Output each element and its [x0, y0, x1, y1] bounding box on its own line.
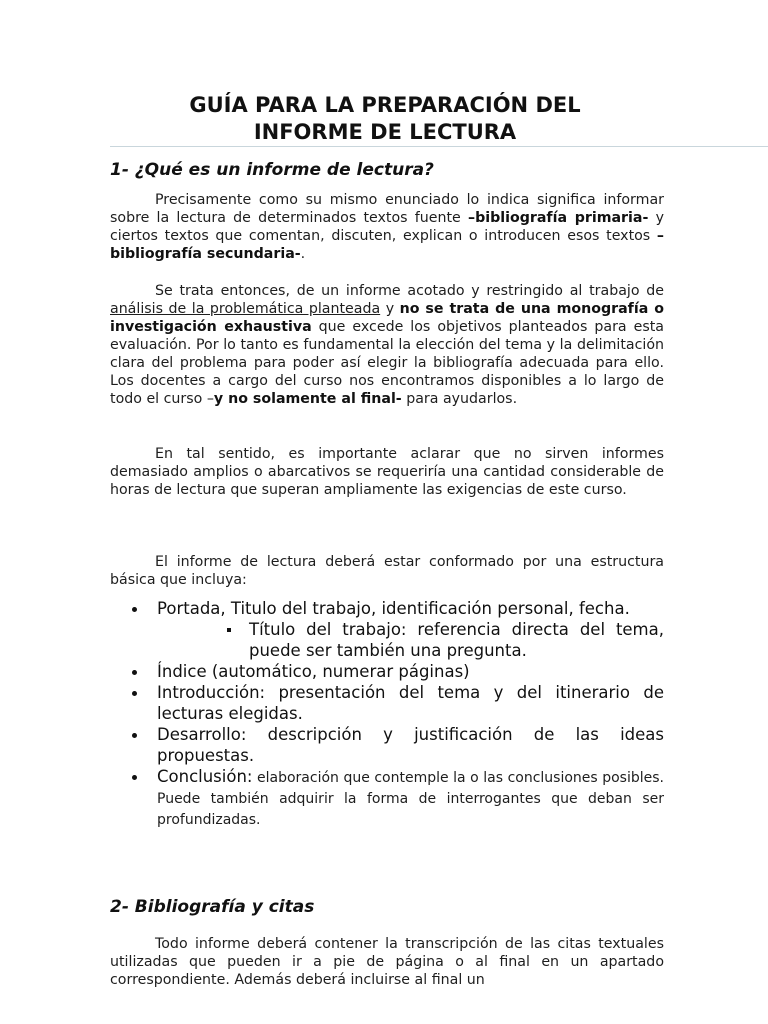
p1-text-c: y ciertos textos que comentan, discuten, explican o introducen esos textos [110, 210, 665, 244]
p2-text-d: que excede los objetivos planteados para esta evaluación. Por lo tanto es fundamental la elección del tema y la delimitación clara del problema para poder así elegir la bibliografía adecuada para ello. Los docentes a cargo del curso nos encontramos disponibles a lo largo de todo el curso – [110, 319, 664, 407]
p1-bold-primary: –bibliografía primaria- [467, 210, 649, 226]
list-item [110, 724, 664, 766]
bullet-icon [132, 670, 137, 675]
p2-text-b: y [380, 301, 400, 317]
list-item-text: Índice (automático, numerar páginas) [157, 662, 470, 681]
p1-text-e: . [300, 246, 306, 262]
list-item [110, 682, 664, 724]
list-item [110, 766, 664, 829]
paragraph-1 [110, 191, 664, 263]
bullet-icon [132, 607, 137, 612]
bullet-icon [132, 733, 137, 738]
bullet-icon [132, 775, 137, 780]
list-subitem-text: Título del trabajo: referencia directa del tema, puede ser también una pregunta. [249, 620, 664, 660]
title-line-2: INFORME DE LECTURA [253, 120, 517, 144]
square-bullet-icon [227, 628, 231, 632]
header-divider [110, 146, 768, 147]
paragraph-5: Todo informe deberá contener la transcripción de las citas textuales utilizadas que pueden ir a pie de página o al final en un apartado correspondiente. Además deberá incluirse al final un [110, 936, 664, 988]
list-item-text: Portada, Titulo del trabajo, identificación personal, fecha. [157, 599, 630, 618]
paragraph-3: En tal sentido, es importante aclarar que no sirven informes demasiado amplios o abarcativos se requeriría una cantidad considerable de horas de lectura que superan ampliamente las exigencias de este curso. [110, 446, 664, 498]
p2-bold-monografia: no se trata de una monografía o investigación exhaustiva [110, 301, 664, 335]
list-item-text: Introducción: presentación del tema y del itinerario de lecturas elegidas. [157, 683, 664, 723]
p1-text-a: Precisamente como su mismo enunciado lo indica significa informar sobre la lectura de determinados textos fuente [110, 192, 664, 226]
structure-list [110, 598, 664, 829]
list-item-text: Desarrollo: descripción y justificación de las ideas propuestas. [157, 725, 664, 765]
list-subitem [110, 619, 664, 661]
paragraph-4: El informe de lectura deberá estar conformado por una estructura básica que incluya: [110, 554, 664, 588]
p2-underlined: análisis de la problemática planteada [110, 301, 381, 317]
p2-text-f: para ayudarlos. [401, 391, 518, 407]
p2-bold-final: y no solamente al final- [213, 391, 402, 407]
bullet-icon [132, 691, 137, 696]
list-item [110, 598, 664, 619]
title-line-1: GUÍA PARA LA PREPARACIÓN DEL [189, 93, 581, 117]
p1-bold-secondary: –bibliografía secundaria- [110, 228, 664, 262]
list-item-label: Conclusión: [157, 767, 253, 786]
paragraph-2 [110, 282, 664, 408]
p2-text-a: Se trata entonces, de un informe acotado y restringido al trabajo de [155, 283, 664, 299]
list-item-text: elaboración que contemple la o las conclusiones posibles. Puede también adquirir la forma de interrogantes que deban ser profundizadas. [157, 770, 664, 828]
section-1-heading: 1- ¿Qué es un informe de lectura? [110, 160, 434, 180]
section-2-heading: 2- Bibliografía y citas [110, 897, 315, 917]
document-title [110, 92, 660, 146]
list-item [110, 661, 664, 682]
